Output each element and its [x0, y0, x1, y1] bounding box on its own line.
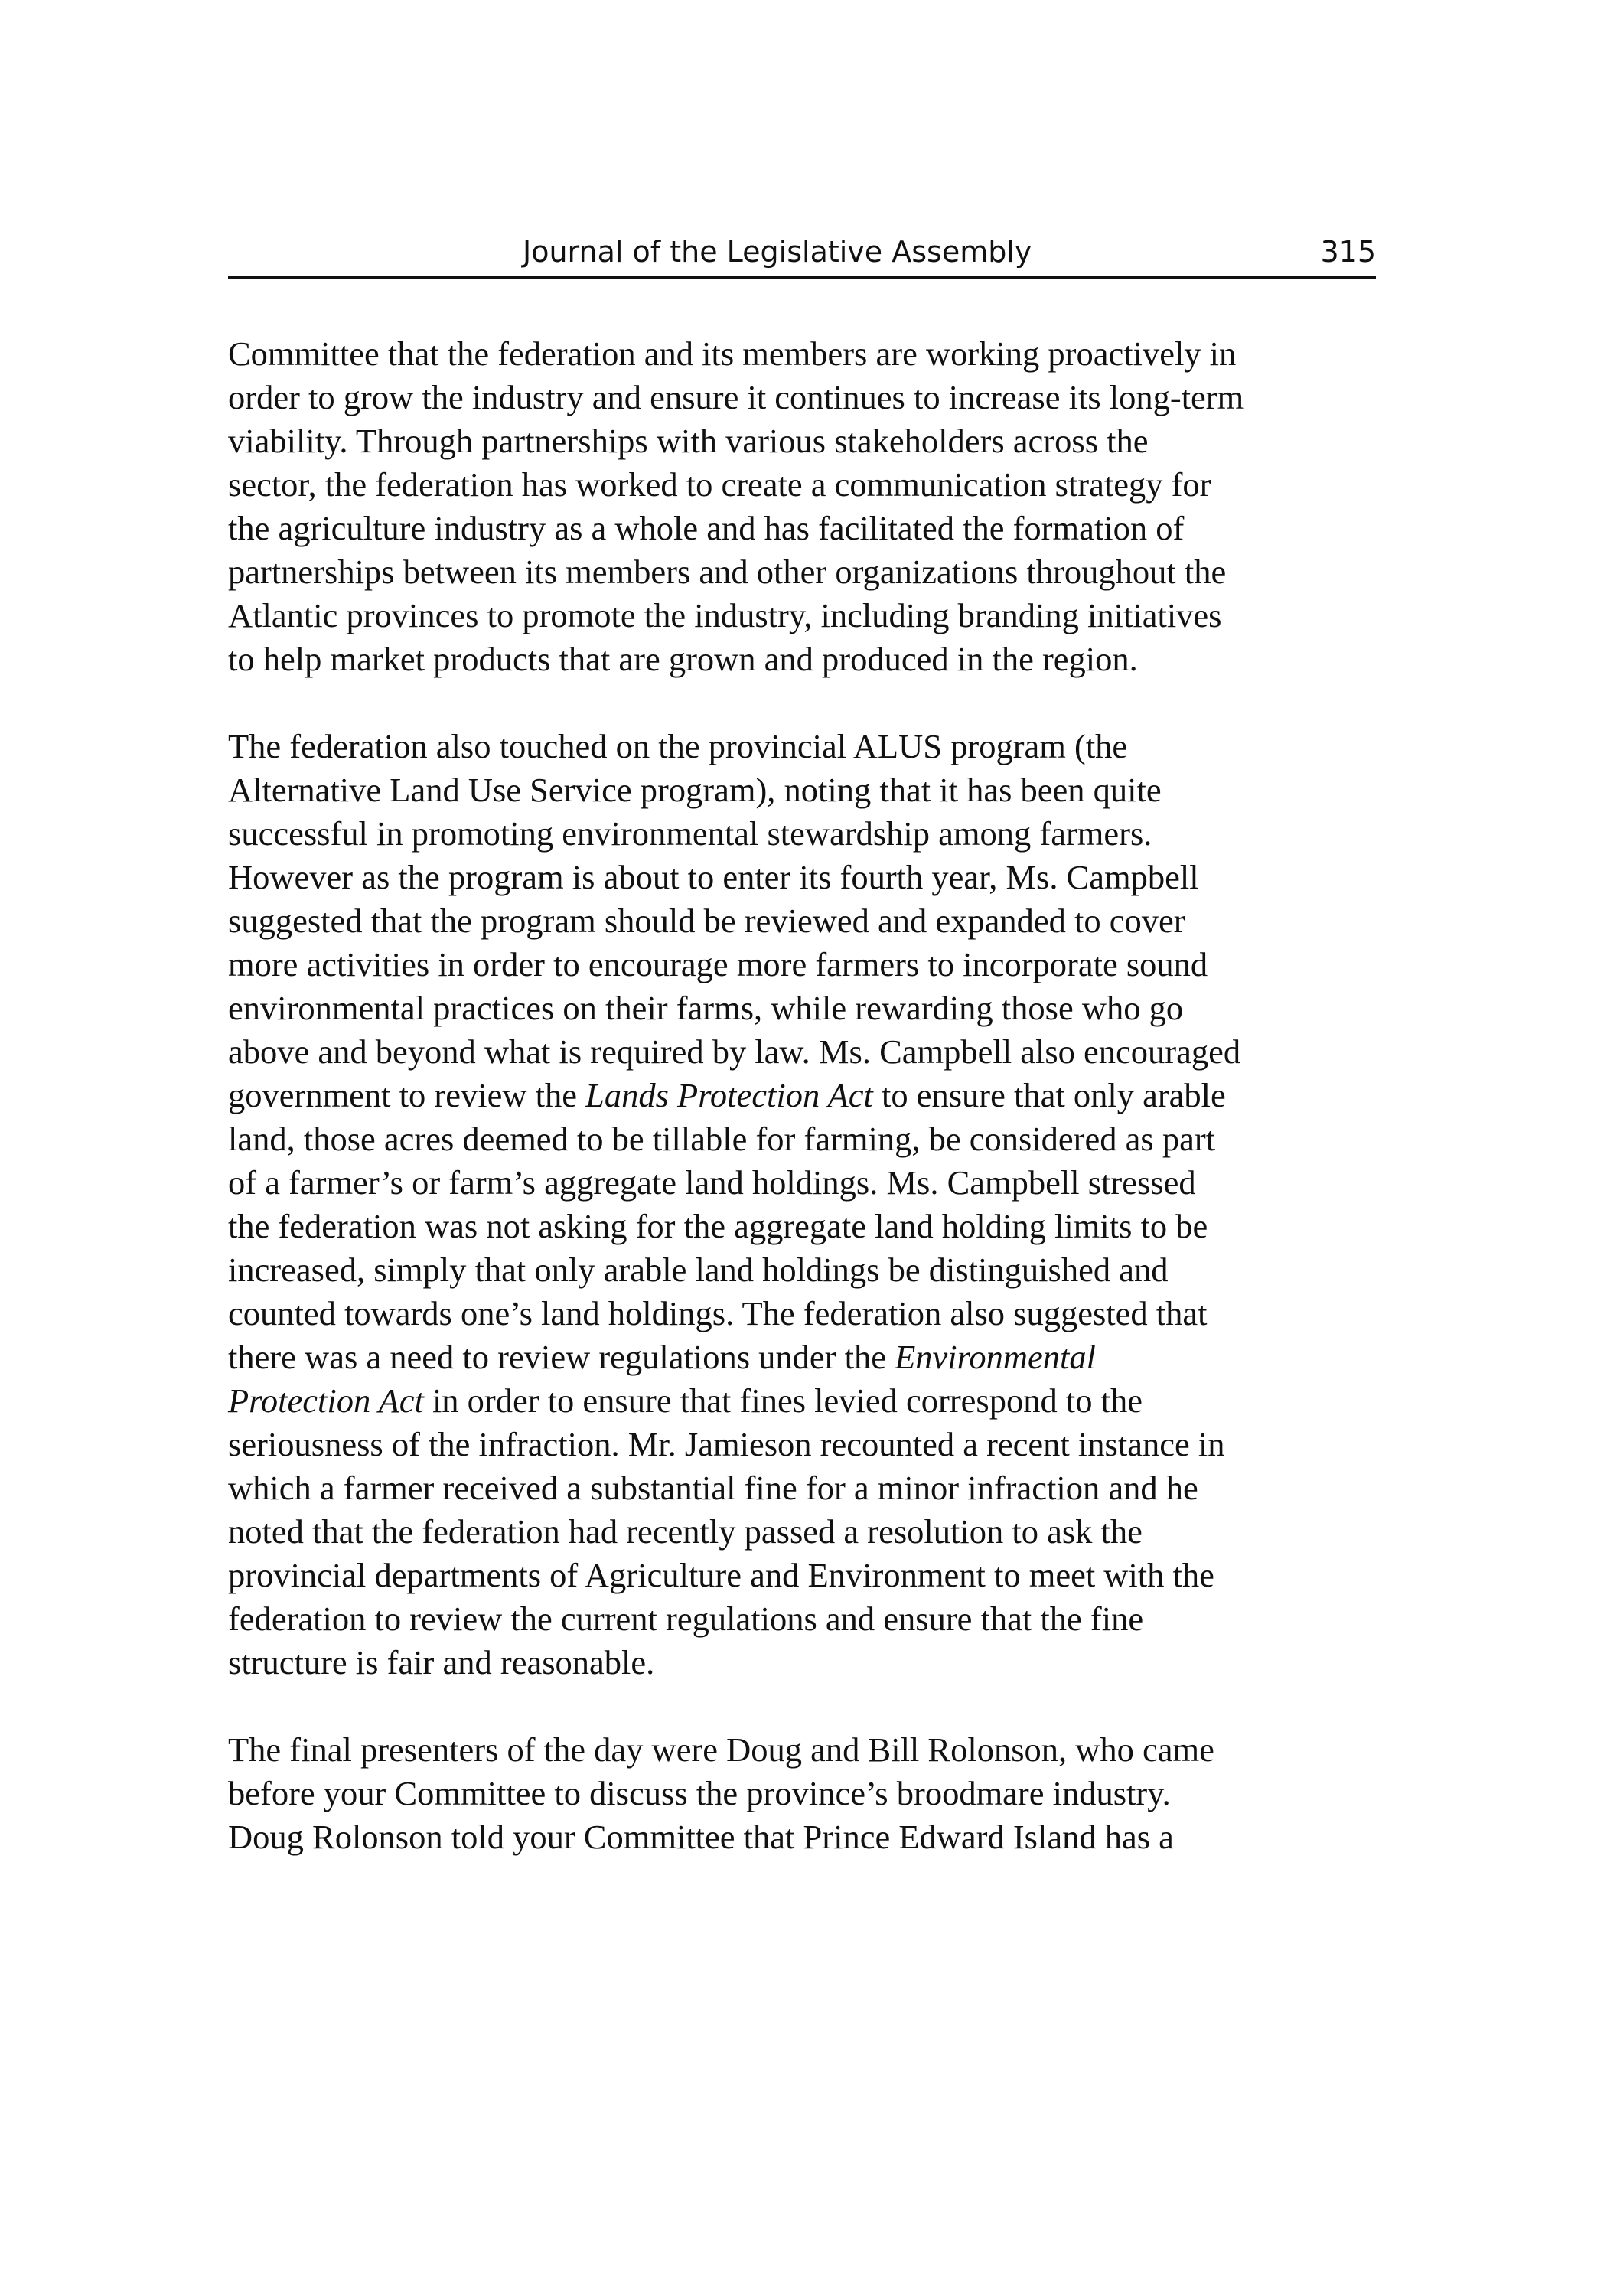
- text-line: Doug Rolonson told your Committee that Prince Edward Island has a: [228, 1818, 1174, 1856]
- text-line: before your Committee to discuss the province’s broodmare industry.: [228, 1774, 1171, 1812]
- text-line: to help market products that are grown and produced in the region.: [228, 640, 1138, 678]
- text-line: suggested that the program should be reviewed and expanded to cover: [228, 902, 1185, 940]
- text-line: structure is fair and reasonable.: [228, 1643, 655, 1681]
- text-run: government to review the: [228, 1076, 586, 1114]
- text-line: order to grow the industry and ensure it continues to increase its long-term: [228, 378, 1244, 416]
- text-line: viability. Through partnerships with various stakeholders across the: [228, 422, 1149, 460]
- text-line: Committee that the federation and its members are working proactively in: [228, 334, 1237, 373]
- act-title-environmental-protection: Protection Act: [228, 1381, 424, 1420]
- text-run: in order to ensure that fines levied correspond to the: [423, 1381, 1143, 1420]
- text-line: environmental practices on their farms, while rewarding those who go: [228, 989, 1184, 1027]
- text-line: above and beyond what is required by law. Ms. Campbell also encouraged: [228, 1032, 1241, 1071]
- text-line: provincial departments of Agriculture and Environment to meet with the: [228, 1556, 1214, 1594]
- text-line: sector, the federation has worked to create a communication strategy for: [228, 465, 1211, 504]
- text-line: [228, 1336, 1376, 1379]
- page-number: 315: [1320, 235, 1376, 269]
- running-header: [228, 230, 1376, 279]
- paragraph-3: [228, 1728, 1376, 1859]
- text-line: land, those acres deemed to be tillable for farming, be considered as part: [228, 1120, 1216, 1158]
- paragraph-2: [228, 725, 1376, 1684]
- body-text: [228, 332, 1376, 1903]
- text-line: seriousness of the infraction. Mr. Jamieson recounted a recent instance in: [228, 1425, 1225, 1463]
- act-title-environmental-protection: Environmental: [895, 1338, 1096, 1376]
- text-line: which a farmer received a substantial fine for a minor infraction and he: [228, 1469, 1198, 1507]
- text-run: there was a need to review regulations under the: [228, 1338, 895, 1376]
- text-run: to ensure that only arable: [872, 1076, 1226, 1114]
- text-line: federation to review the current regulations and ensure that the fine: [228, 1600, 1144, 1638]
- running-title: Journal of the Legislative Assembly: [523, 235, 1032, 269]
- text-line: successful in promoting environmental stewardship among farmers.: [228, 814, 1152, 853]
- paragraph-1: [228, 332, 1376, 681]
- text-line: counted towards one’s land holdings. The federation also suggested that: [228, 1294, 1208, 1332]
- text-line: noted that the federation had recently passed a resolution to ask the: [228, 1512, 1143, 1551]
- text-line: The federation also touched on the provincial ALUS program (the: [228, 727, 1128, 765]
- text-line: [228, 1074, 1376, 1117]
- text-line: more activities in order to encourage more farmers to incorporate sound: [228, 945, 1208, 983]
- act-title-lands-protection: Lands Protection Act: [585, 1076, 873, 1114]
- text-line: [228, 1379, 1376, 1423]
- text-line: Alternative Land Use Service program), noting that it has been quite: [228, 771, 1162, 809]
- text-line: the agriculture industry as a whole and has facilitated the formation of: [228, 509, 1185, 547]
- text-line: partnerships between its members and other organizations throughout the: [228, 553, 1227, 591]
- text-line: However as the program is about to enter its fourth year, Ms. Campbell: [228, 858, 1199, 896]
- text-line: increased, simply that only arable land holdings be distinguished and: [228, 1251, 1169, 1289]
- text-line: The final presenters of the day were Doug and Bill Rolonson, who came: [228, 1730, 1214, 1769]
- text-line: of a farmer’s or farm’s aggregate land holdings. Ms. Campbell stressed: [228, 1163, 1196, 1202]
- text-line: the federation was not asking for the aggregate land holding limits to be: [228, 1207, 1208, 1245]
- text-line: Atlantic provinces to promote the industry, including branding initiatives: [228, 596, 1222, 634]
